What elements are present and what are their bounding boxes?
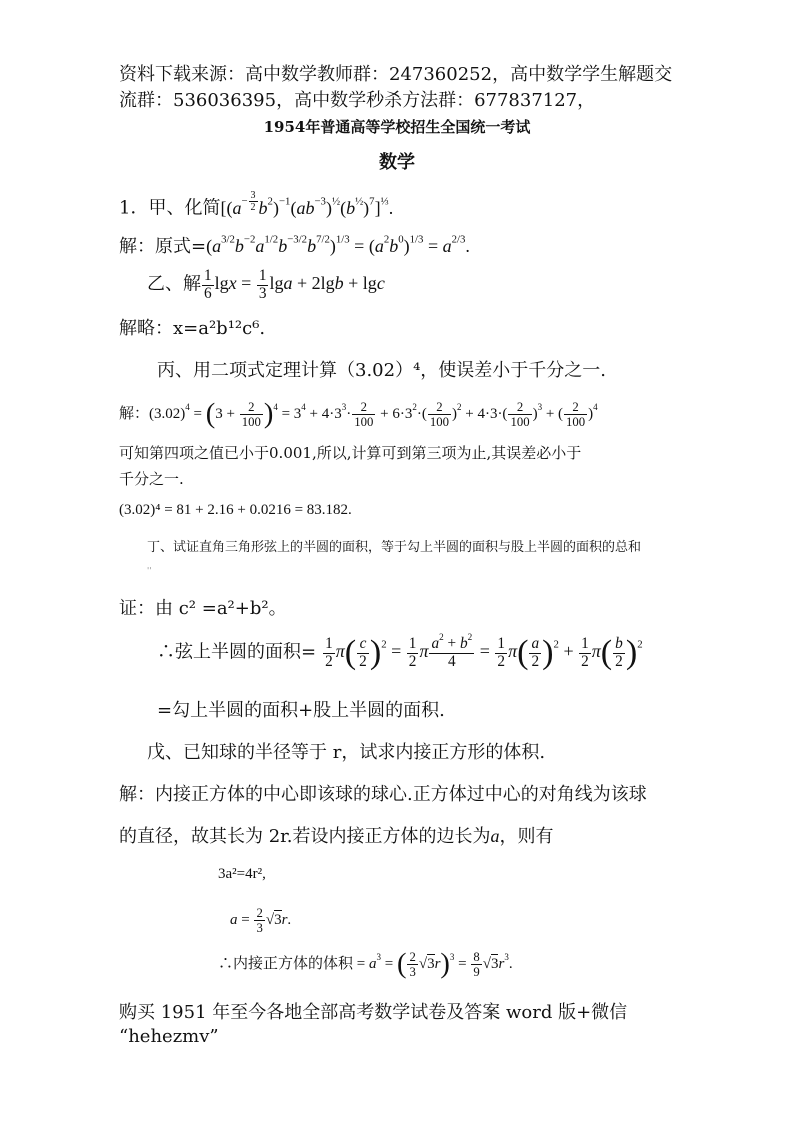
q1d-area-expression: $\frac{1}{2}$ π( $\frac{c}{2}$ )$^2$ = $\frac{1}{2}$ π $\frac{a^2 + b^2}{4}$ = $\frac{1}{2}$ π( $\frac{a}{2}$ )$^2$ + $\frac{1}{2}$ π( $\frac{b}{2}$ )$^2$ [325,631,643,672]
q1c-note-line-2: 千分之一. [119,470,184,488]
q1d-area-equation [157,631,643,672]
q1c-expansion [119,400,598,429]
q1e-question: 戊、已知球的半径等于 r，试求内接正方形的体积. [147,742,546,763]
q1d-area-label: ∴弦上半圆的面积= [157,641,317,663]
q1d-proof-start: 证：由 c² =a²+b²。 [119,598,287,619]
q1e-solution-line-2-b: ，则有 [499,826,554,847]
exam-title: 1954年普通高等学校招生全国统一考试 [263,118,531,136]
q1a-solution-expression: $(a^{3/2}b^{-2}a^{1/2}b^{-3/2}b^{7/2})^{1/3} = (a^2b^0)^{1/3} = a^{2/3}$. [206,233,470,256]
q1e-volume-label: ∴内接正方体的体积 [218,953,354,972]
q1a-question [119,190,393,220]
q1e-volume [218,950,513,979]
q1c-result: (3.02)⁴ = 81 + 2.16 + 0.0216 = 83.182. [119,502,352,518]
q1a-solution [119,232,470,258]
q1e-equation-1: 3a²=4r², [218,866,266,882]
q1e-solution-line-2 [119,822,554,848]
q1c-solution-label: 解： [119,403,150,422]
footer-line-2: “hehezmv” [119,1026,219,1047]
header-line-1: 资料下载来源：高中数学教师群：247360252，高中数学学生解题交 [119,64,673,85]
stray-mark: '' [147,566,152,575]
q1d-conclusion: =勾上半圆的面积+股上半圆的面积. [157,700,445,721]
q1c-note-line-1: 可知第四项之值已小于0.001,所以,计算可到第三项为止,其误差必小于 [119,444,582,462]
q1e-solution-line-2-a: 的直径，故其长为 2r.若设内接正方体的边长为 [119,826,491,847]
q1a-solution-label: 解：原式= [119,236,207,257]
header-line-2: 流群：536036395，高中数学秒杀方法群：677837127， [119,90,596,111]
q1e-solution-line-1: 解：内接正方体的中心即该球的球心.正方体过中心的对角线为该球 [119,784,647,805]
q1e-equation-2: a = $\frac{2}{3}$ √3r. [230,906,292,936]
q1a-label: 1．甲、化简 [119,197,221,219]
q1a-expression: [($a^{- \frac{3}{2}}$ $b^2)^{-1}(ab^{-3})^{\frac{1}{2}}(b^{\frac{1}{2}})^7]^{\frac{1}{3}}$. [220,190,394,218]
q1b-question [147,268,385,303]
q1d-question: 丁、试证直角三角形弦上的半圆的面积，等于勾上半圆的面积与股上半圆的面积的总和 [147,540,642,555]
q1e-variable-a: a [490,826,500,846]
footer-line-1: 购买 1951 年至今各地全部高考数学试卷及答案 word 版+微信 [119,1002,628,1023]
subject-title: 数学 [379,152,415,173]
q1c-expansion-expression: $(3.02)^4 = (3$ + $\frac{2}{100}$ )$^4 = 3^4 + 4\cdot 3^3\cdot$ $\frac{2}{100}$ + $6\cdot 3^2\cdot$( $\frac{2}{100}$ )$^2$ + 4·3·( $\frac{2}{100}$ )$^3$ + ( $\frac{2}{100}$ )$^4$ [149,398,598,430]
q1e-volume-expression: = $a^3$ = ( $\frac{2}{3}$ √3r)$^3$ = $\frac{8}{9}$ $√3r^3$. [353,948,513,980]
q1b-label: 乙、解 [147,273,201,295]
q1c-question: 丙、用二项式定理计算（3.02）⁴，使误差小于千分之一. [157,360,607,381]
q1b-equation: $\frac{1}{6}$ lgx = $\frac{1}{3}$ lga + 2lgb + lgc [204,267,385,302]
q1b-solution: 解略：x=a²b¹²c⁶. [119,318,266,339]
